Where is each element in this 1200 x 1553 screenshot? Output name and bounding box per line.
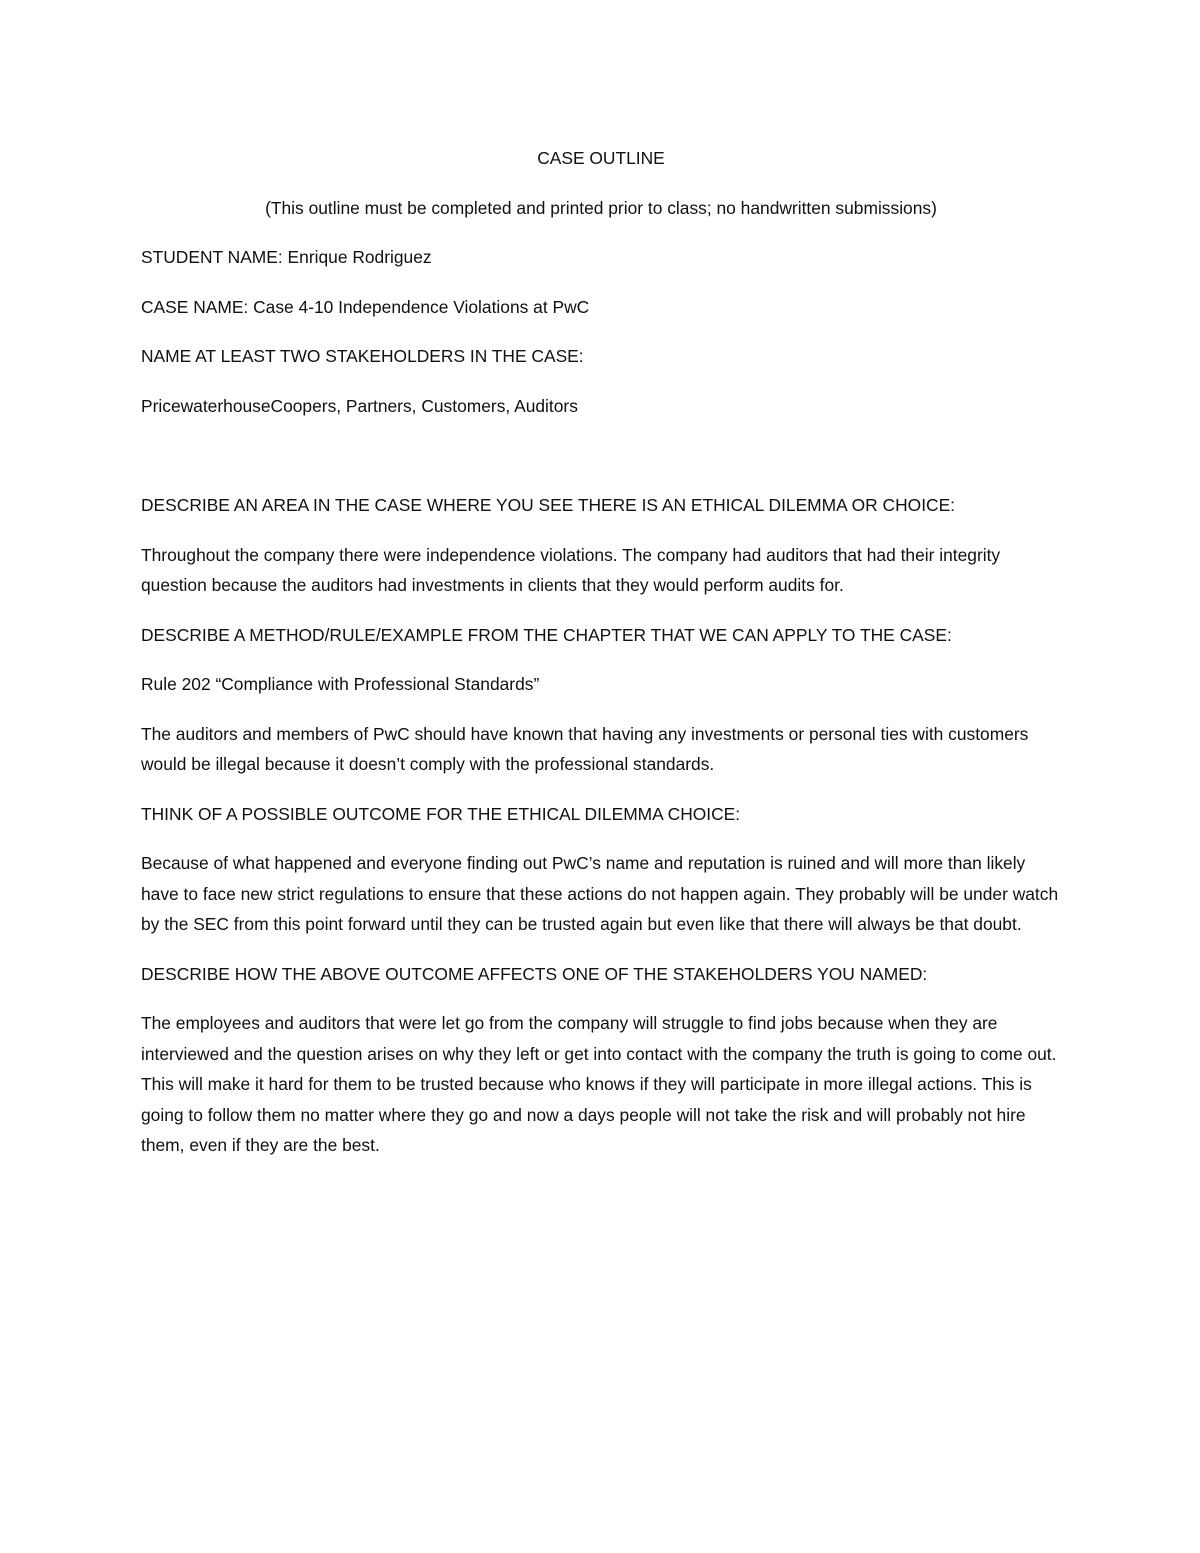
stakeholders-answer: PricewaterhouseCoopers, Partners, Customers, Auditors [141,395,578,416]
method-rule: Rule 202 “Compliance with Professional Standards” [141,674,540,694]
dilemma-prompt: DESCRIBE AN AREA IN THE CASE WHERE YOU SEE THERE IS AN ETHICAL DILEMMA OR CHOICE: [141,495,956,515]
outcome-answer: Because of what happened and everyone finding out PwC’s name and reputation is ruined and will more than likely have to face new strict regulations to ensure that these actions do not happen again. They probably will be under watch by the SEC from this point forward until they can be trusted again but even like that there will always be that doubt. [141,853,1059,934]
method-answer: The auditors and members of PwC should have known that having any investments or personal ties with customers would be illegal because it doesn’t comply with the professional standards. [141,723,1029,774]
document-body [141,143,1061,1180]
blank-gap [141,440,1061,490]
affect-answer: The employees and auditors that were let go from the company will struggle to find jobs because when they are interviewed and the question arises on why they left or get into contact with the company the truth is going to come out. This will make it hard for them to be trusted because who knows if they will participate in more illegal actions. This is going to follow them no matter where they go and now a days people will not take the risk and will probably not hire them, even if they are the best. [141,1013,1057,1155]
student-name: STUDENT NAME: Enrique Rodriguez [141,247,432,267]
document-instruction: (This outline must be completed and printed prior to class; no handwritten submissions) [265,197,937,218]
affect-prompt: DESCRIBE HOW THE ABOVE OUTCOME AFFECTS ONE OF THE STAKEHOLDERS YOU NAMED: [141,963,928,984]
stakeholders-prompt: NAME AT LEAST TWO STAKEHOLDERS IN THE CASE: [141,346,584,366]
dilemma-answer: Throughout the company there were independence violations. The company had auditors that had their integrity question because the auditors had investments in clients that they would perform audits for. [141,544,1001,595]
case-name: CASE NAME: Case 4-10 Independence Violations at PwC [141,296,590,317]
outcome-prompt: THINK OF A POSSIBLE OUTCOME FOR THE ETHICAL DILEMMA CHOICE: [141,803,741,824]
method-prompt: DESCRIBE A METHOD/RULE/EXAMPLE FROM THE CHAPTER THAT WE CAN APPLY TO THE CASE: [141,624,952,645]
document-title: CASE OUTLINE [537,148,665,168]
